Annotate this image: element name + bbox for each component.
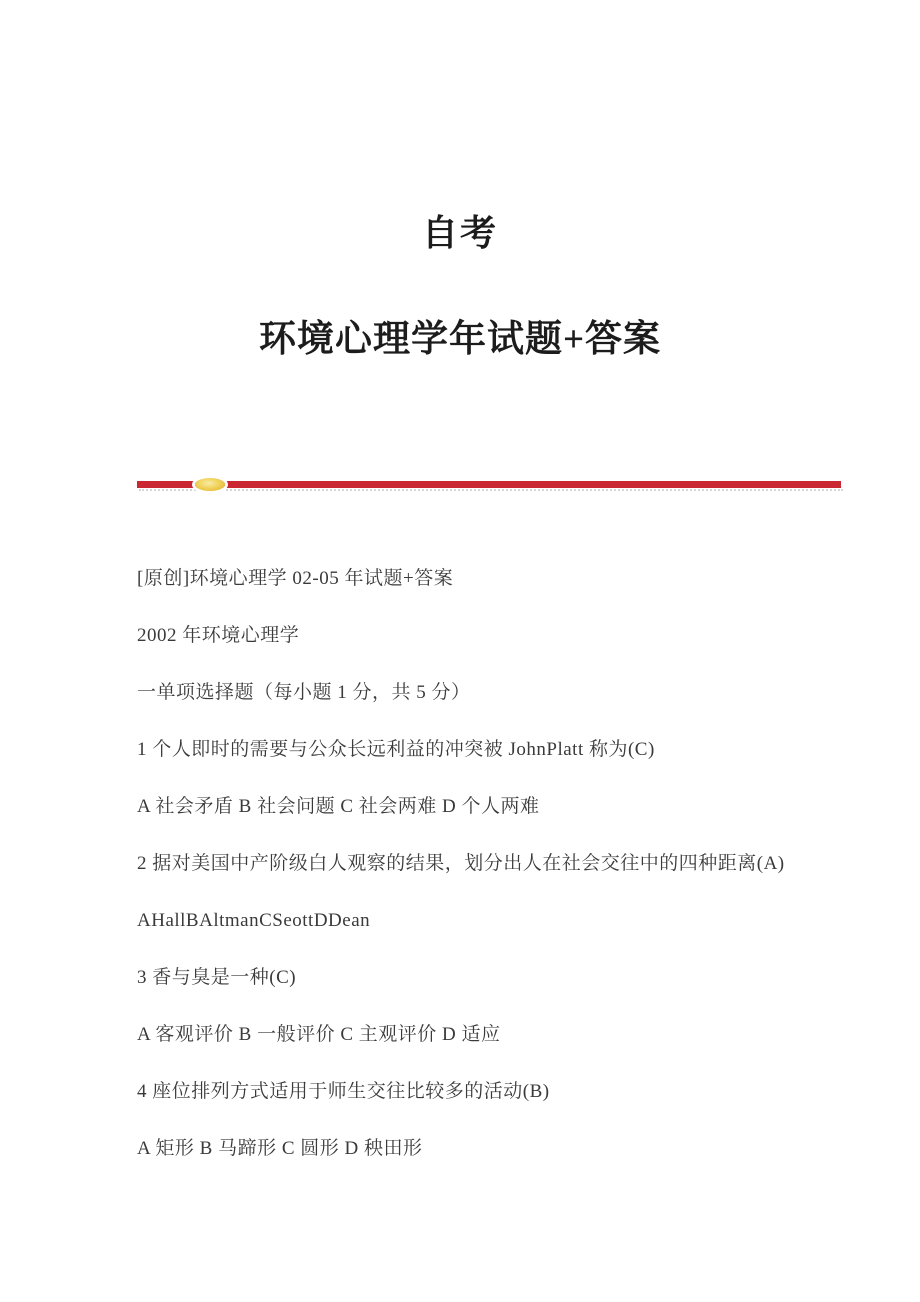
- paragraph-line: 2 据对美国中产阶级白人观察的结果，划分出人在社会交往中的四种距离(A): [137, 853, 785, 874]
- paragraph-line: 2002 年环境心理学: [137, 625, 300, 646]
- divider: [137, 481, 841, 489]
- document-title: 自考: [421, 213, 498, 253]
- divider-line: [137, 481, 841, 488]
- paragraph-line: 3 香与臭是一种(C): [137, 967, 297, 988]
- document-body: [137, 568, 857, 1195]
- paragraph-line: AHallBAltmanCSeottDDean: [137, 910, 371, 931]
- paragraph-line: [原创]环境心理学 02-05 年试题+答案: [137, 568, 454, 589]
- paragraph-line: 一单项选择题（每小题 1 分，共 5 分）: [137, 682, 471, 703]
- paragraph-line: 1 个人即时的需要与公众长远利益的冲突被 JohnPlatt 称为(C): [137, 739, 655, 760]
- paragraph-line: A 客观评价 B 一般评价 C 主观评价 D 适应: [137, 1024, 501, 1045]
- paragraph-line: 4 座位排列方式适用于师生交往比较多的活动(B): [137, 1081, 550, 1102]
- paragraph-line: A 矩形 B 马蹄形 C 圆形 D 秧田形: [137, 1138, 423, 1159]
- document-subtitle: 环境心理学年试题+答案: [258, 319, 662, 360]
- divider-shadow: [139, 489, 843, 491]
- ellipse-marker-icon: [195, 478, 225, 491]
- paragraph-line: A 社会矛盾 B 社会问题 C 社会两难 D 个人两难: [137, 796, 540, 817]
